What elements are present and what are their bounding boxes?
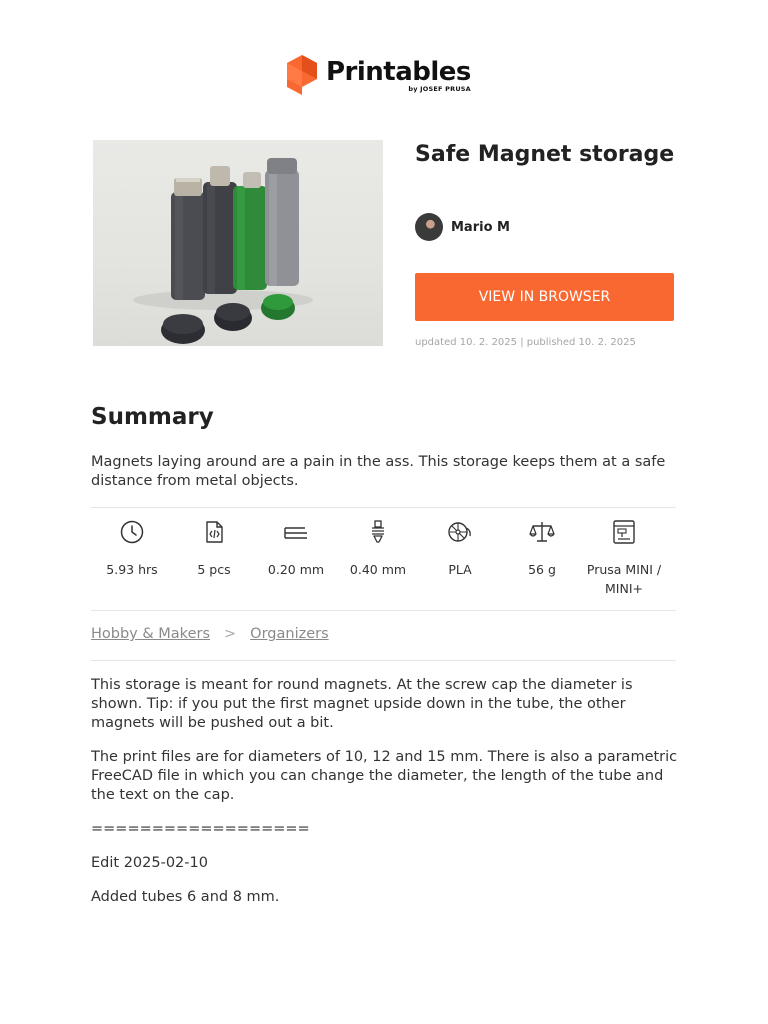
clock-icon <box>119 519 145 545</box>
description-paragraph: Edit 2025-02-10 <box>91 855 208 871</box>
filament-spool-icon <box>447 519 473 545</box>
stat-weight <box>501 519 583 598</box>
view-in-browser-button[interactable]: VIEW IN BROWSER <box>415 273 674 321</box>
model-thumbnail[interactable] <box>93 140 383 346</box>
stat-value: Prusa MINI / MINI+ <box>586 562 662 596</box>
layer-height-icon <box>283 519 309 545</box>
summary-heading: Summary <box>91 404 214 430</box>
author[interactable] <box>415 213 510 241</box>
breadcrumb-category-link[interactable]: Hobby & Makers <box>91 626 211 642</box>
description-paragraph: Added tubes 6 and 8 mm. <box>91 889 280 905</box>
logo-wordmark: Printables <box>326 57 471 87</box>
stat-print-time <box>91 519 173 598</box>
stat-value: 5 pcs <box>197 562 231 577</box>
magnet-tubes-photo <box>93 140 383 346</box>
breadcrumb <box>91 626 329 642</box>
stat-value: 56 g <box>528 562 556 577</box>
breadcrumb-subcategory-link[interactable]: Organizers <box>250 626 329 642</box>
author-avatar[interactable] <box>415 213 443 241</box>
model-description <box>91 676 681 922</box>
divider <box>91 660 676 661</box>
stat-material <box>419 519 501 598</box>
summary-text: Magnets laying around are a pain in the ass. This storage keeps them at a safe distance from metal objects. <box>91 454 666 489</box>
stat-nozzle <box>337 519 419 598</box>
stat-value: PLA <box>448 562 472 577</box>
file-code-icon <box>201 519 227 545</box>
logo-byline: by JOSEF PRUSA <box>408 85 471 93</box>
stat-value: 5.93 hrs <box>106 562 158 577</box>
scale-icon <box>529 519 555 545</box>
print-stats <box>91 519 676 598</box>
description-separator: ================== <box>91 821 310 837</box>
printer-icon <box>611 519 637 545</box>
author-name[interactable]: Mario M <box>451 219 510 235</box>
model-title: Safe Magnet storage <box>415 142 675 167</box>
printables-logo[interactable] <box>287 55 471 95</box>
stat-value: 0.40 mm <box>349 562 407 577</box>
breadcrumb-separator: > <box>224 626 237 642</box>
printables-logo-icon <box>287 55 317 95</box>
stat-file-count <box>173 519 255 598</box>
description-paragraph: This storage is meant for round magnets. At the screw cap the diameter is shown. Tip: if you put the first magnet upside down in the tube, the other magnets will be pushed out a bit. <box>91 677 633 731</box>
divider <box>91 507 676 508</box>
nozzle-icon <box>365 519 391 545</box>
publish-dates: updated 10. 2. 2025 | published 10. 2. 2025 <box>415 337 636 348</box>
divider <box>91 610 676 611</box>
stat-printer <box>583 519 665 598</box>
stat-value: 0.20 mm <box>267 562 325 577</box>
stat-layer-height <box>255 519 337 598</box>
description-paragraph: The print files are for diameters of 10, 12 and 15 mm. There is also a parametric FreeCAD file in which you can change the diameter, the length of the tube and the text on the cap. <box>91 749 678 803</box>
